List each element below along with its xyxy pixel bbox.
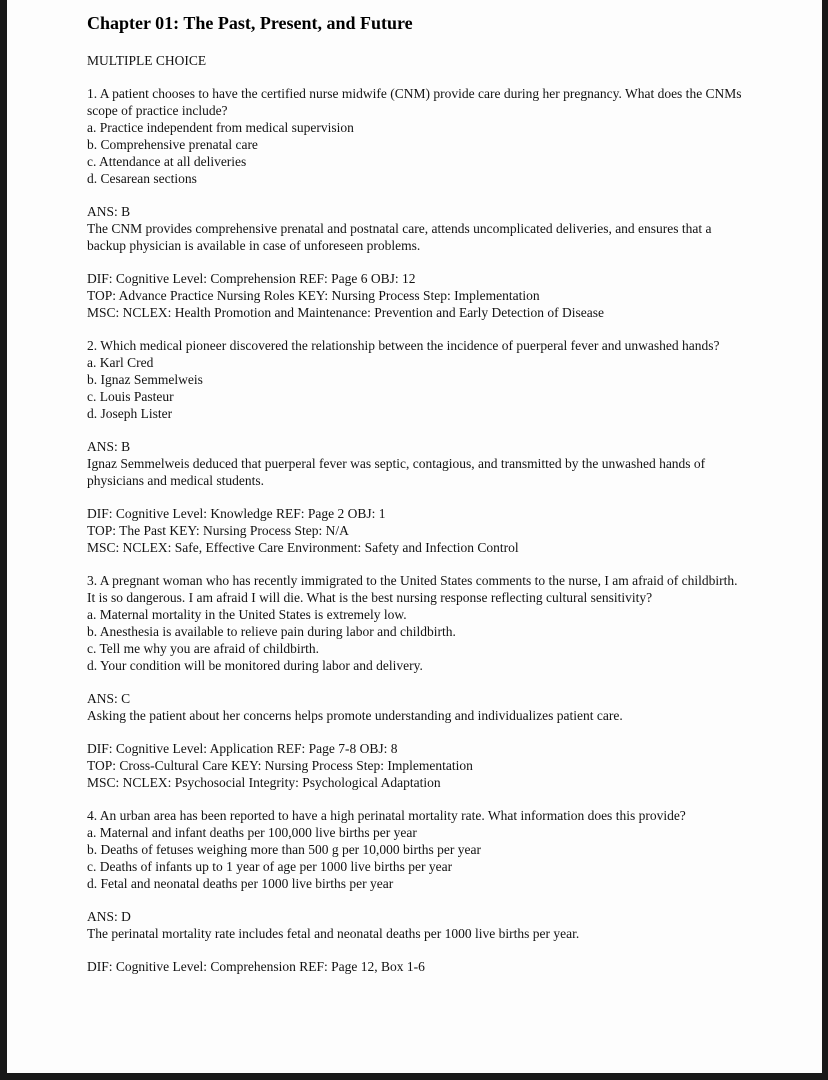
question-2-option-d: d. Joseph Lister — [87, 406, 173, 421]
chapter-title: Chapter 01: The Past, Present, and Future — [87, 13, 413, 33]
question-3-meta-msc: MSC: NCLEX: Psychosocial Integrity: Psychological Adaptation — [87, 775, 441, 790]
answer-block-3 — [87, 690, 747, 724]
question-4-stem: 4. An urban area has been reported to have a high perinatal mortality rate. What information does this provide? — [87, 808, 686, 823]
document-page — [7, 0, 822, 1073]
question-2-option-a: a. Karl Cred — [87, 355, 154, 370]
question-2-meta-top: TOP: The Past KEY: Nursing Process Step: N/A — [87, 523, 349, 538]
question-3-option-a: a. Maternal mortality in the United States is extremely low. — [87, 607, 407, 622]
question-block-4 — [87, 807, 747, 892]
question-3-option-d: d. Your condition will be monitored during labor and delivery. — [87, 658, 423, 673]
question-3-meta-top: TOP: Cross-Cultural Care KEY: Nursing Process Step: Implementation — [87, 758, 473, 773]
question-block-2 — [87, 337, 747, 422]
question-2-option-c: c. Louis Pasteur — [87, 389, 174, 404]
question-3-rationale: Asking the patient about her concerns helps promote understanding and individualizes patient care. — [87, 708, 623, 723]
question-1-option-d: d. Cesarean sections — [87, 171, 197, 186]
question-3-option-b: b. Anesthesia is available to relieve pain during labor and childbirth. — [87, 624, 456, 639]
answer-block-2 — [87, 438, 747, 489]
meta-block-1 — [87, 270, 747, 321]
question-4-rationale: The perinatal mortality rate includes fetal and neonatal deaths per 1000 live births per year. — [87, 926, 580, 941]
question-1-meta-dif: DIF: Cognitive Level: Comprehension REF: Page 6 OBJ: 12 — [87, 271, 416, 286]
question-3-answer-label: ANS: C — [87, 691, 131, 706]
meta-block-4 — [87, 958, 747, 975]
meta-block-2 — [87, 505, 747, 556]
question-1-rationale: The CNM provides comprehensive prenatal and postnatal care, attends uncomplicated deliveries, and ensures that a backup physician is available in case of unforeseen problems. — [87, 221, 712, 253]
question-block-1 — [87, 85, 747, 187]
question-1-option-a: a. Practice independent from medical supervision — [87, 120, 354, 135]
document-content — [7, 0, 747, 975]
question-3-stem: 3. A pregnant woman who has recently immigrated to the United States comments to the nurse, I am afraid of childbirth. It is so dangerous. I am afraid I will die. What is the best nursing response reflecting cultural sensitivity? — [87, 573, 738, 605]
question-4-meta-dif: DIF: Cognitive Level: Comprehension REF: Page 12, Box 1-6 — [87, 959, 425, 974]
question-1-option-b: b. Comprehensive prenatal care — [87, 137, 258, 152]
question-4-option-b: b. Deaths of fetuses weighing more than 500 g per 10,000 births per year — [87, 842, 482, 857]
answer-block-4 — [87, 908, 747, 942]
question-1-answer-label: ANS: B — [87, 204, 131, 219]
question-3-option-c: c. Tell me why you are afraid of childbirth. — [87, 641, 319, 656]
question-2-rationale: Ignaz Semmelweis deduced that puerperal fever was septic, contagious, and transmitted by the unwashed hands of physicians and medical students. — [87, 456, 706, 488]
question-1-stem: 1. A patient chooses to have the certified nurse midwife (CNM) provide care during her pregnancy. What does the CNMs scope of practice include? — [87, 86, 742, 118]
question-4-option-c: c. Deaths of infants up to 1 year of age per 1000 live births per year — [87, 859, 453, 874]
section-heading: MULTIPLE CHOICE — [87, 53, 207, 68]
question-1-meta-msc: MSC: NCLEX: Health Promotion and Maintenance: Prevention and Early Detection of Disease — [87, 305, 605, 320]
answer-block-1 — [87, 203, 747, 254]
question-1-option-c: c. Attendance at all deliveries — [87, 154, 247, 169]
question-4-answer-label: ANS: D — [87, 909, 131, 924]
question-2-stem: 2. Which medical pioneer discovered the relationship between the incidence of puerperal fever and unwashed hands? — [87, 338, 720, 353]
meta-block-3 — [87, 740, 747, 791]
question-4-option-d: d. Fetal and neonatal deaths per 1000 live births per year — [87, 876, 394, 891]
question-2-meta-dif: DIF: Cognitive Level: Knowledge REF: Page 2 OBJ: 1 — [87, 506, 386, 521]
question-1-meta-top: TOP: Advance Practice Nursing Roles KEY: Nursing Process Step: Implementation — [87, 288, 540, 303]
question-block-3 — [87, 572, 747, 674]
question-2-option-b: b. Ignaz Semmelweis — [87, 372, 203, 387]
question-4-option-a: a. Maternal and infant deaths per 100,000 live births per year — [87, 825, 417, 840]
question-2-meta-msc: MSC: NCLEX: Safe, Effective Care Environment: Safety and Infection Control — [87, 540, 519, 555]
question-2-answer-label: ANS: B — [87, 439, 131, 454]
question-3-meta-dif: DIF: Cognitive Level: Application REF: Page 7-8 OBJ: 8 — [87, 741, 398, 756]
